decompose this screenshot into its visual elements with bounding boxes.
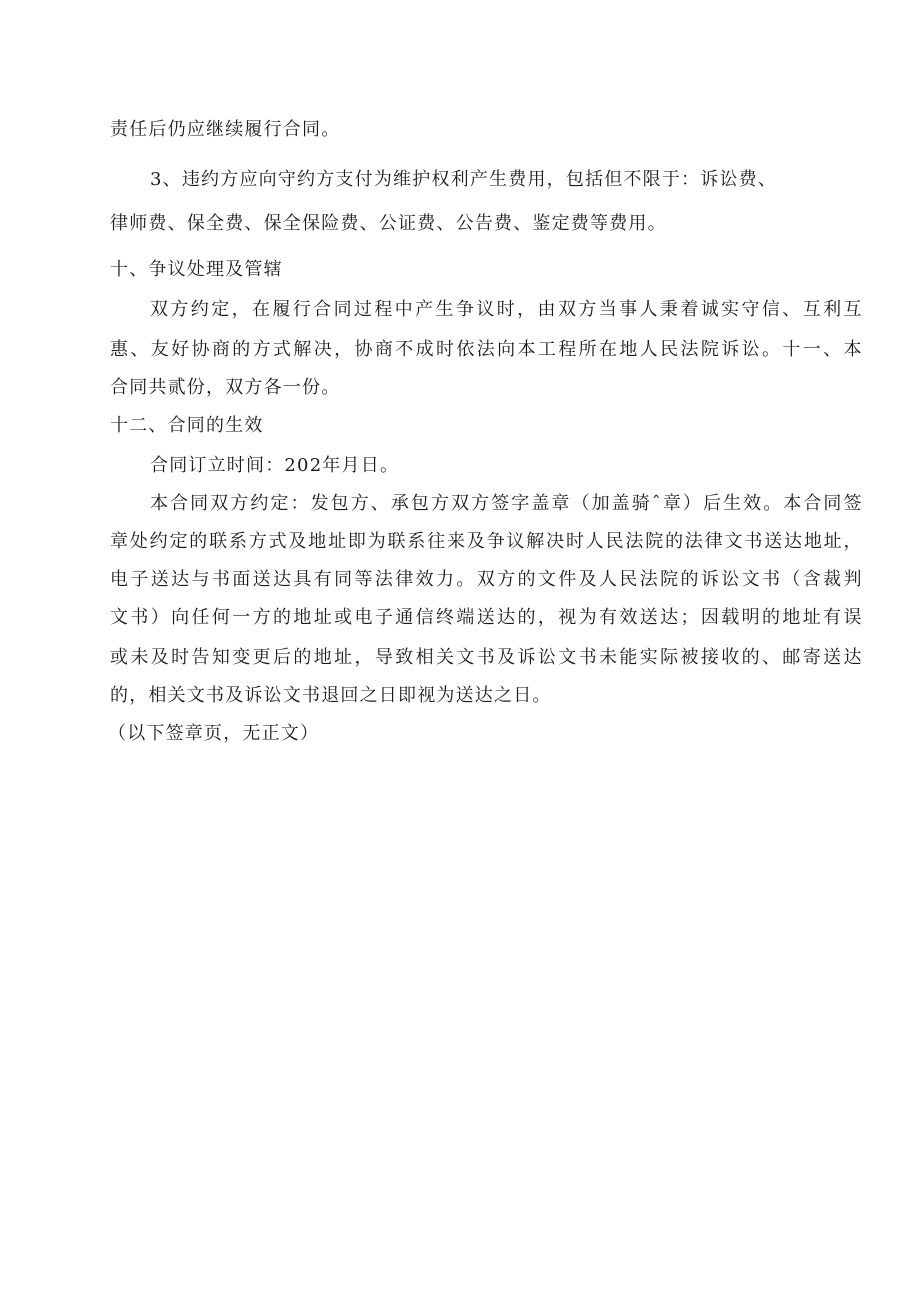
text-line: 惠、友好协商的方式解决，协商不成时依法向本工程所在地人民法院诉讼。十一、本 (110, 339, 862, 360)
text-line: 章处约定的联系方式及地址即为联系往来及争议解决时人民法院的法律文书送达地址， (110, 531, 862, 552)
text-line: 本合同双方约定：发包方、承包方双方签字盖章（加盖骑ˆ章）后生效。本合同签 (150, 493, 862, 514)
text-line: 或未及时告知变更后的地址，导致相关文书及诉讼文书未能实际被接收的、邮寄送达 (110, 647, 862, 668)
text-line: 合同订立时间：202年月日。 (150, 455, 400, 476)
text-line: 电子送达与书面送达具有同等法律效力。双方的文件及人民法院的诉讼文书（含裁判 (110, 569, 862, 590)
text-line: 双方约定，在履行合同过程中产生争议时，由双方当事人秉着诚实守信、互利互 (150, 299, 862, 320)
section-heading: 十二、合同的生效 (110, 415, 264, 436)
text-line: 责任后仍应继续履行合同。 (110, 119, 341, 140)
text-line: 合同共贰份，双方各一份。 (110, 377, 341, 398)
text-line: 3、违约方应向守约方支付为维护权利产生费用，包括但不限于：诉讼费、 (150, 169, 778, 190)
text-line: 的，相关文书及诉讼文书退回之日即视为送达之日。 (110, 685, 552, 706)
text-line: 文书）向任何一方的地址或电子通信终端送达的，视为有效送达；因载明的地址有误 (110, 607, 862, 628)
section-heading: 十、争议处理及管辖 (110, 259, 283, 280)
closing-note: （以下签章页，无正文） (108, 723, 320, 744)
text-line: 律师费、保全费、保全保险费、公证费、公告费、鉴定费等费用。 (110, 213, 667, 234)
